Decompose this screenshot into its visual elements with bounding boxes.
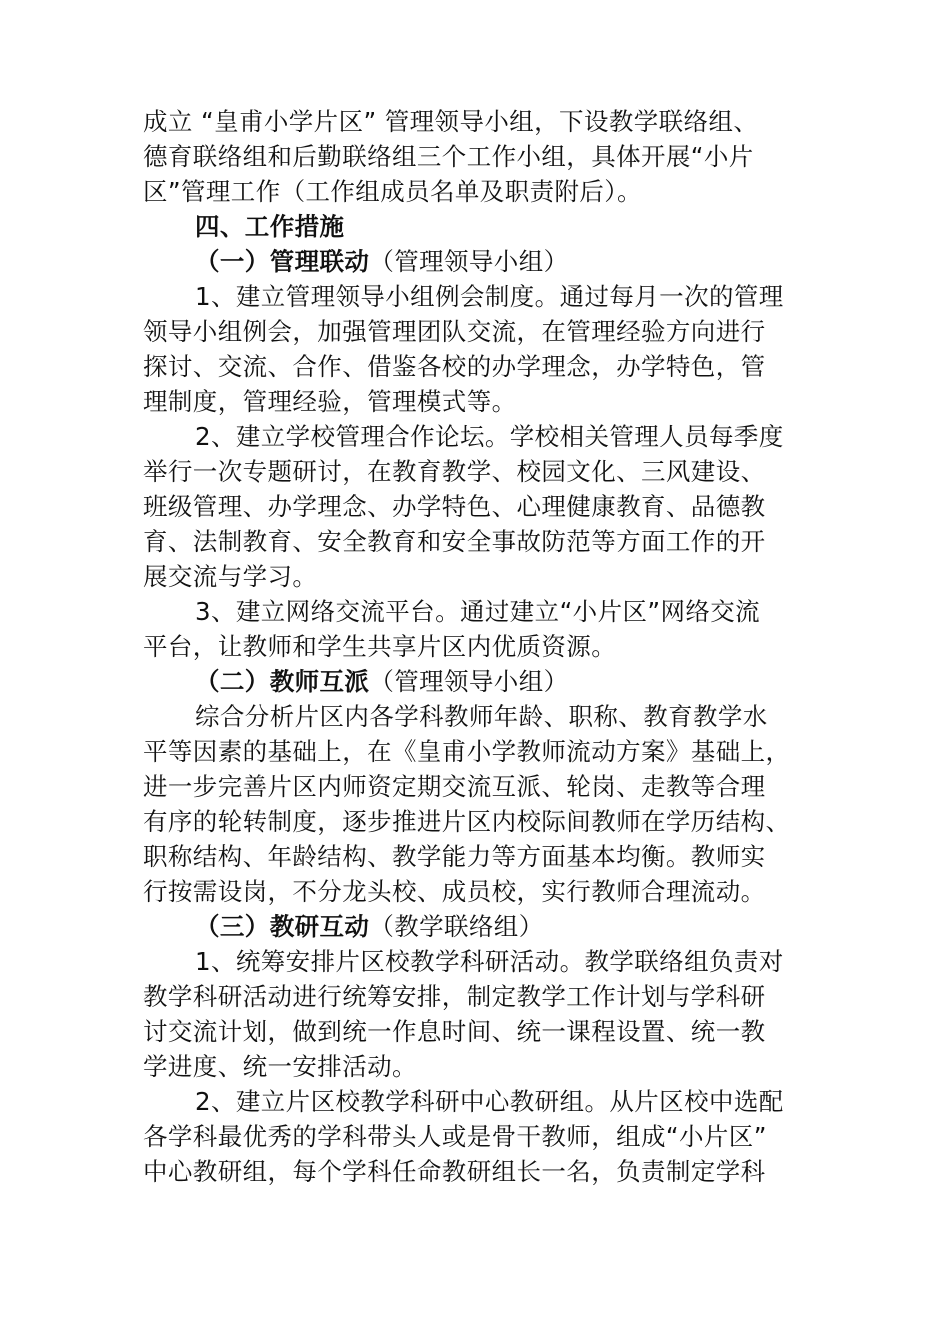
heading-text: （二）教师互派: [195, 667, 370, 696]
paragraph-line: [143, 279, 808, 314]
paragraph-line: [143, 1154, 808, 1189]
paragraph-line: [143, 1049, 808, 1084]
paragraph-line: [143, 104, 808, 139]
line-text: 班级管理、办学理念、办学特色、心理健康教育、品德教: [143, 492, 766, 521]
paragraph-line: [143, 804, 808, 839]
line-text: 学进度、统一安排活动。: [143, 1052, 417, 1081]
paragraph-line: [143, 454, 808, 489]
line-text: 有序的轮转制度，逐步推进片区内校际间教师在学历结构、: [143, 807, 791, 836]
paragraph-line: [143, 139, 808, 174]
paragraph-line: [143, 349, 808, 384]
paragraph-line: [143, 874, 808, 909]
line-text: 育、法制教育、安全教育和安全事故防范等方面工作的开: [143, 527, 766, 556]
line-text: 中心教研组，每个学科任命教研组长一名，负责制定学科: [143, 1157, 766, 1186]
paragraph-line: [143, 384, 808, 419]
line-text: 展交流与学习。: [143, 562, 318, 591]
paragraph-line: [143, 524, 808, 559]
line-text: 举行一次专题研讨，在教育教学、校园文化、三风建设、: [143, 457, 766, 486]
line-text: 2、建立学校管理合作论坛。学校相关管理人员每季度: [195, 422, 784, 451]
section-heading-line: [143, 209, 808, 244]
heading-text: 四、工作措施: [195, 212, 345, 241]
line-text: 3、建立网络交流平台。通过建立“小片区”网络交流: [195, 597, 761, 626]
paragraph-line: [143, 769, 808, 804]
section-heading-line: [143, 909, 808, 944]
paragraph-line: [143, 979, 808, 1014]
document-page: [143, 104, 808, 1189]
paragraph-line: [143, 1014, 808, 1049]
line-text: 2、建立片区校教学科研中心教研组。从片区校中选配: [195, 1087, 784, 1116]
heading-text: （三）教研互动: [195, 912, 370, 941]
paragraph-line: [143, 944, 808, 979]
paragraph-line: [143, 174, 808, 209]
paragraph-line: [143, 314, 808, 349]
line-text: （教学联络组）: [369, 912, 544, 941]
line-text: 职称结构、年龄结构、教学能力等方面基本均衡。教师实: [143, 842, 766, 871]
paragraph-line: [143, 559, 808, 594]
paragraph-line: [143, 489, 808, 524]
line-text: 1、建立管理领导小组例会制度。通过每月一次的管理: [195, 282, 784, 311]
paragraph-line: [143, 734, 808, 769]
line-text: 理制度，管理经验，管理模式等。: [143, 387, 517, 416]
line-text: 成立 “皇甫小学片区” 管理领导小组，下设教学联络组、: [143, 107, 759, 136]
line-text: （管理领导小组）: [369, 247, 569, 276]
line-text: 平台，让教师和学生共享片区内优质资源。: [143, 632, 617, 661]
line-text: 探讨、交流、合作、借鉴各校的办学理念，办学特色，管: [143, 352, 766, 381]
line-text: 讨交流计划，做到统一作息时间、统一课程设置、统一教: [143, 1017, 766, 1046]
line-text: 平等因素的基础上，在《皇甫小学教师流动方案》基础上，: [143, 737, 791, 766]
line-text: 德育联络组和后勤联络组三个工作小组，具体开展“小片: [143, 142, 754, 171]
line-text: 教学科研活动进行统筹安排，制定教学工作计划与学科研: [143, 982, 766, 1011]
paragraph-line: [143, 839, 808, 874]
line-text: 进一步完善片区内师资定期交流互派、轮岗、走教等合理: [143, 772, 766, 801]
section-heading-line: [143, 244, 808, 279]
paragraph-line: [143, 699, 808, 734]
line-text: 行按需设岗，不分龙头校、成员校，实行教师合理流动。: [143, 877, 766, 906]
line-text: 1、统筹安排片区校教学科研活动。教学联络组负责对: [195, 947, 784, 976]
line-text: 领导小组例会，加强管理团队交流，在管理经验方向进行: [143, 317, 766, 346]
paragraph-line: [143, 629, 808, 664]
line-text: 各学科最优秀的学科带头人或是骨干教师，组成“小片区”: [143, 1122, 767, 1151]
paragraph-line: [143, 594, 808, 629]
paragraph-line: [143, 1084, 808, 1119]
section-heading-line: [143, 664, 808, 699]
line-text: （管理领导小组）: [369, 667, 569, 696]
line-text: 区”管理工作（工作组成员名单及职责附后）。: [143, 177, 642, 206]
paragraph-line: [143, 419, 808, 454]
heading-text: （一）管理联动: [195, 247, 370, 276]
paragraph-line: [143, 1119, 808, 1154]
line-text: 综合分析片区内各学科教师年龄、职称、教育教学水: [195, 702, 768, 731]
